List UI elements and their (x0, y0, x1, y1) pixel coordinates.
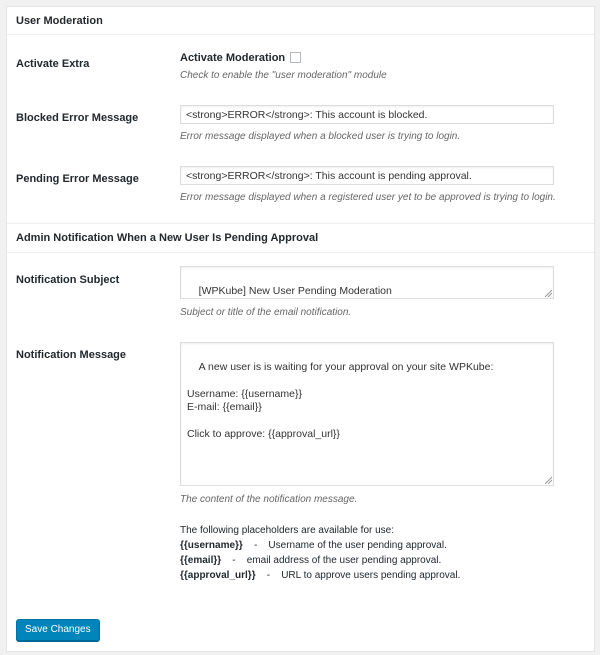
save-changes-button[interactable]: Save Changes (16, 619, 100, 641)
placeholder-description: email address of the user pending approval. (246, 555, 442, 566)
pending-error-input[interactable]: <strong>ERROR</strong>: This account is pending approval. (180, 166, 554, 185)
notification-subject-textarea[interactable] (180, 266, 554, 299)
notification-message-label: Notification Message (16, 349, 127, 361)
placeholder-key: {{approval_url}} (180, 570, 256, 581)
settings-panel (6, 6, 595, 652)
placeholder-row (180, 555, 441, 566)
notification-subject-description: Subject or title of the email notification. (180, 307, 352, 318)
section-header-user-moderation (7, 7, 594, 35)
activate-description: Check to enable the "user moderation" module (180, 70, 387, 81)
resize-grip-icon[interactable] (544, 289, 552, 297)
placeholder-separator: - (266, 570, 271, 581)
blocked-error-description: Error message displayed when a blocked user is trying to login. (180, 131, 461, 142)
resize-grip-icon[interactable] (544, 476, 552, 484)
section-title: Admin Notification When a New User Is Pending Approval (16, 232, 319, 244)
placeholder-key: {{username}} (180, 540, 243, 551)
placeholder-separator: - (232, 555, 236, 566)
placeholder-row (180, 570, 460, 581)
section-title: User Moderation (16, 15, 103, 27)
placeholder-description: URL to approve users pending approval. (281, 570, 461, 581)
placeholder-description: Username of the user pending approval. (268, 540, 447, 551)
notification-subject-label: Notification Subject (16, 274, 120, 286)
notification-subject-value: [WPKube] New User Pending Moderation (198, 284, 392, 297)
notification-message-description: The content of the notification message. (180, 494, 358, 505)
activate-extra-label: Activate Extra (16, 58, 90, 70)
blocked-error-label: Blocked Error Message (16, 112, 139, 124)
pending-error-description: Error message displayed when a registered user yet to be approved is trying to login. (180, 192, 556, 203)
placeholder-key: {{email}} (180, 555, 222, 566)
section-header-admin-notification (7, 223, 594, 253)
activate-moderation-label[interactable]: Activate Moderation (180, 52, 286, 64)
notification-message-value: A new user is is waiting for your approval on your site WPKube: Username: {{username}} E-mail: {{email}} Click to approve: {{approval_url}} (187, 360, 494, 440)
placeholder-separator: - (253, 540, 258, 551)
placeholders-intro: The following placeholders are available for use: (180, 525, 395, 536)
blocked-error-input[interactable]: <strong>ERROR</strong>: This account is blocked. (180, 105, 554, 124)
pending-error-label: Pending Error Message (16, 173, 139, 185)
activate-moderation-checkbox[interactable] (290, 52, 301, 63)
notification-message-textarea[interactable] (180, 342, 554, 486)
placeholder-row (180, 540, 447, 551)
